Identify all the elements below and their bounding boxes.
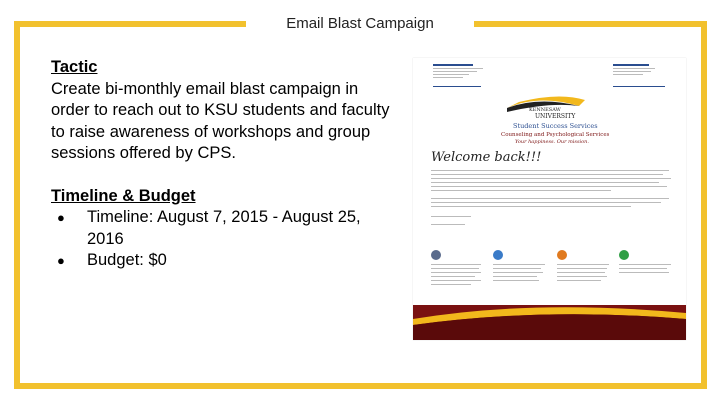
counseling-icon	[557, 250, 567, 260]
flyer-text-line	[557, 276, 607, 277]
flyer-text-line	[431, 174, 663, 175]
flyer-text-line	[431, 272, 481, 273]
spacer	[51, 165, 396, 186]
flyer-text-line	[431, 198, 669, 199]
flyer-text-line	[619, 272, 669, 273]
bullet-icon: ●	[57, 253, 65, 268]
blast-icon	[619, 250, 629, 260]
ksu-logo-icon	[499, 96, 609, 144]
stress-icon	[431, 250, 441, 260]
flyer-text-line	[557, 264, 609, 265]
tactic-heading: Tactic	[51, 58, 98, 76]
email-flyer-image	[413, 58, 686, 340]
bullet-icon: ●	[57, 210, 65, 225]
flyer-header-line	[613, 68, 655, 69]
footer-swoosh-icon	[413, 305, 686, 340]
svg-text:UNIVERSITY: UNIVERSITY	[535, 113, 576, 120]
flyer-welcome: Welcome back!!!	[431, 150, 542, 165]
flyer-text-line	[493, 280, 539, 281]
flyer-text-line	[431, 216, 471, 217]
flyer-text-line	[431, 186, 667, 187]
flyer-text-line	[493, 264, 545, 265]
bullet-list	[51, 207, 396, 272]
flyer-header-line	[433, 64, 473, 66]
flyer-text-line	[493, 276, 537, 277]
flyer-header-line	[613, 86, 665, 87]
flyer-text-line	[431, 178, 671, 179]
flyer-text-line	[557, 280, 601, 281]
flyer-header-line	[433, 71, 477, 72]
flyer-text-line	[431, 206, 631, 207]
list-item	[51, 250, 396, 272]
flyer-text-line	[431, 276, 475, 277]
flyer-text-line	[431, 202, 661, 203]
flyer-header-line	[613, 71, 651, 72]
flyer-text-line	[431, 224, 465, 225]
flyer-header-line	[433, 77, 463, 78]
bullet-text: Timeline: August 7, 2015 - August 25, 2016	[87, 208, 361, 248]
content-panel	[51, 57, 396, 272]
groups-icon	[493, 250, 503, 260]
flyer-text-line	[431, 170, 669, 171]
svg-text:Student Success Services: Student Success Services	[513, 122, 598, 130]
flyer-text-line	[493, 272, 543, 273]
svg-text:KENNESAW: KENNESAW	[529, 107, 561, 113]
flyer-text-line	[557, 272, 605, 273]
svg-text:Your happiness. Our mission.: Your happiness. Our mission.	[515, 139, 589, 144]
flyer-text-line	[431, 182, 659, 183]
flyer-header-line	[433, 68, 483, 69]
timeline-heading: Timeline & Budget	[51, 186, 196, 205]
flyer-header-line	[613, 74, 643, 75]
flyer-text-line	[619, 268, 667, 269]
flyer-header-line	[613, 64, 649, 66]
flyer-text-line	[431, 268, 479, 269]
tactic-text: Create bi-monthly email blast campaign in order to reach out to KSU students and faculty to raise awareness of workshops and group sessions offered by CPS.	[51, 79, 390, 162]
flyer-header-line	[433, 86, 481, 87]
flyer-text-line	[493, 268, 541, 269]
flyer-text-line	[619, 264, 671, 265]
flyer-text-line	[431, 284, 471, 285]
flyer-header-line	[433, 74, 469, 75]
svg-text:Counseling and Psychological S: Counseling and Psychological Services	[501, 132, 609, 138]
bullet-text: Budget: $0	[87, 251, 167, 269]
list-item	[51, 207, 396, 250]
flyer-text-line	[557, 268, 607, 269]
slide-title: Email Blast Campaign	[286, 15, 434, 32]
flyer-text-line	[431, 280, 481, 281]
flyer-text-line	[431, 264, 481, 265]
flyer-text-line	[431, 190, 611, 191]
